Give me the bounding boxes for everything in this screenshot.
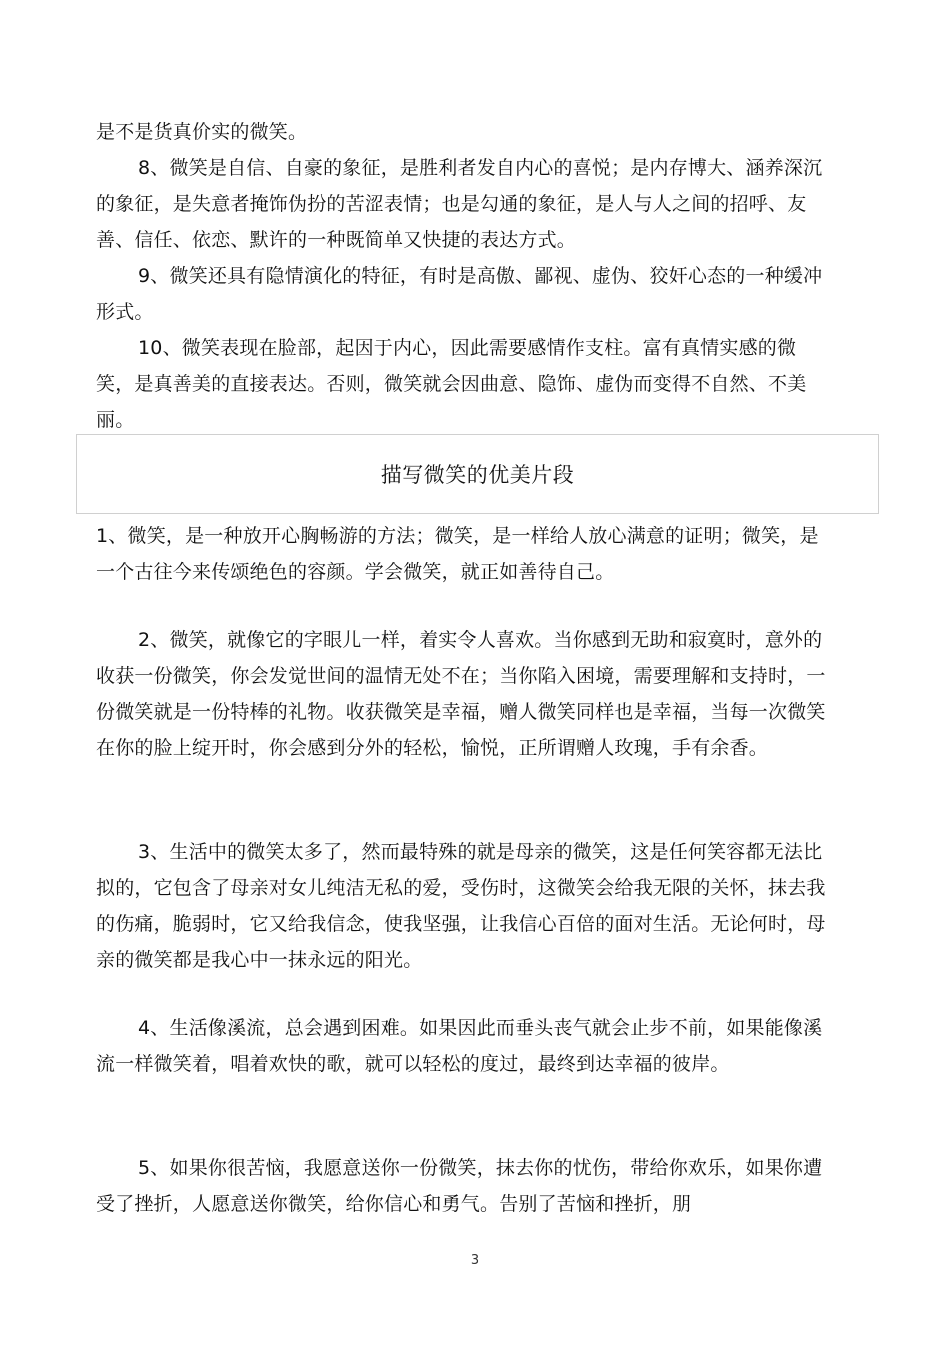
paragraph-9: 9、微笑还具有隐情演化的特征，有时是高傲、鄙视、虚伪、狡奸心态的一种缓冲形式。 xyxy=(96,265,823,323)
excerpt-4: 4、生活像溪流，总会遇到困难。如果因此而垂头丧气就会止步不前，如果能像溪流一样微笑着，唱着欢快的歌，就可以轻松的度过，最终到达幸福的彼岸。 xyxy=(96,1017,823,1075)
paragraph-continuation: 是不是货真价实的微笑。 xyxy=(96,121,308,143)
excerpt-3: 3、生活中的微笑太多了，然而最特殊的就是母亲的微笑，这是任何笑容都无法比拟的，它包含了母亲对女儿纯洁无私的爱，受伤时，这微笑会给我无限的关怀，抹去我的伤痛，脆弱时，它又给我信念，使我坚强，让我信心百倍的面对生活。无论何时，母亲的微笑都是我心中一抹永远的阳光。 xyxy=(96,841,826,971)
page-number: 3 xyxy=(470,1253,480,1268)
section-heading-box xyxy=(76,434,879,514)
section-heading: 描写微笑的优美片段 xyxy=(380,463,575,487)
paragraph-8: 8、微笑是自信、自豪的象征，是胜利者发自内心的喜悦；是内存博大、涵养深沉的象征，是失意者掩饰伪扮的苦涩表情；也是勾通的象征，是人与人之间的招呼、友善、信任、依恋、默许的一种既简单又快捷的表达方式。 xyxy=(96,157,823,251)
paragraph-10: 10、微笑表现在脸部，起因于内心，因此需要感情作支柱。富有真情实感的微笑，是真善美的直接表达。否则，微笑就会因曲意、隐饰、虚伪而变得不自然、不美丽。 xyxy=(96,337,807,431)
excerpt-2: 2、微笑，就像它的字眼儿一样，着实令人喜欢。当你感到无助和寂寞时，意外的收获一份微笑，你会发觉世间的温情无处不在；当你陷入困境，需要理解和支持时，一份微笑就是一份特棒的礼物。收获微笑是幸福，赠人微笑同样也是幸福，当每一次微笑在你的脸上绽开时，你会感到分外的轻松，愉悦，正所谓赠人玫瑰，手有余香。 xyxy=(96,629,826,759)
excerpt-5: 5、如果你很苦恼，我愿意送你一份微笑，抹去你的忧伤，带给你欢乐，如果你遭受了挫折，人愿意送你微笑，给你信心和勇气。告别了苦恼和挫折，朋 xyxy=(96,1157,823,1215)
excerpt-1: 1、微笑，是一种放开心胸畅游的方法；微笑，是一样给人放心满意的证明；微笑，是一个古往今来传颂绝色的容颜。学会微笑，就正如善待自己。 xyxy=(96,525,819,583)
